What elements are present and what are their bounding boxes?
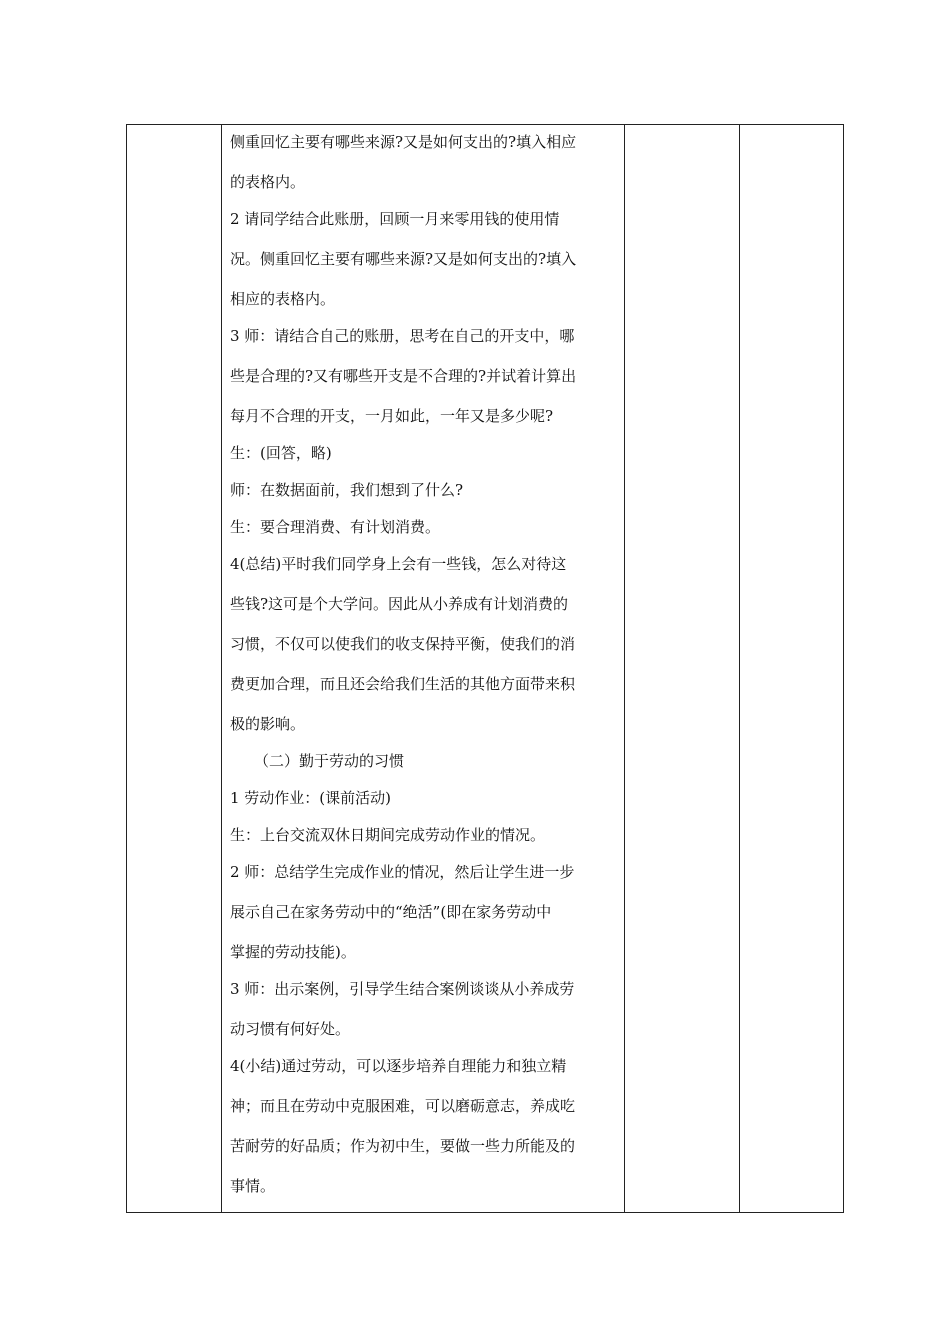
teaching-process-cell xyxy=(222,125,625,1213)
text-line: 掌握的劳动技能)。 xyxy=(230,943,356,961)
text-line: 师：在数据面前，我们想到了什么? xyxy=(230,481,464,499)
section-heading: （二）勤于劳动的习惯 xyxy=(254,752,405,770)
middle-empty-cell xyxy=(625,125,740,1213)
text-line: 每月不合理的开支，一月如此，一年又是多少呢? xyxy=(230,407,554,425)
left-empty-cell xyxy=(127,125,222,1213)
text-line: 1 劳动作业：(课前活动) xyxy=(230,789,392,807)
text-line: 费更加合理，而且还会给我们生活的其他方面带来积 xyxy=(230,675,576,693)
text-line: 些是合理的?又有哪些开支是不合理的?并试着计算出 xyxy=(230,367,577,385)
text-line: 相应的表格内。 xyxy=(230,290,336,308)
text-line: 2 请同学结合此账册，回顾一月来零用钱的使用情 xyxy=(230,210,560,228)
text-line: 苦耐劳的好品质；作为初中生，要做一些力所能及的 xyxy=(230,1137,576,1155)
text-line: 侧重回忆主要有哪些来源?又是如何支出的?填入相应 xyxy=(230,133,577,151)
text-line: 神；而且在劳动中克服困难，可以磨砺意志，养成吃 xyxy=(230,1097,576,1115)
text-line: 些钱?这可是个大学问。因此从小养成有计划消费的 xyxy=(230,595,569,613)
teaching-process-text xyxy=(222,125,624,1200)
text-line: 生：上台交流双休日期间完成劳动作业的情况。 xyxy=(230,826,546,844)
text-line: 生：(回答，略) xyxy=(230,444,332,462)
text-line: 3 师：出示案例，引导学生结合案例谈谈从小养成劳 xyxy=(230,980,575,998)
text-line: 的表格内。 xyxy=(230,173,306,191)
text-line: 生：要合理消费、有计划消费。 xyxy=(230,518,441,536)
text-line: 况。侧重回忆主要有哪些来源?又是如何支出的?填入 xyxy=(230,250,577,268)
text-line: 2 师：总结学生完成作业的情况，然后让学生进一步 xyxy=(230,863,575,881)
table-row xyxy=(127,125,844,1213)
text-line: 4(小结)通过劳动，可以逐步培养自理能力和独立精 xyxy=(230,1057,567,1075)
lesson-plan-table xyxy=(126,124,844,1213)
text-line: 动习惯有何好处。 xyxy=(230,1020,351,1038)
text-line: 4(总结)平时我们同学身上会有一些钱，怎么对待这 xyxy=(230,555,567,573)
text-line: 极的影响。 xyxy=(230,715,306,733)
text-line: 3 师：请结合自己的账册，思考在自己的开支中，哪 xyxy=(230,327,575,345)
text-line: 展示自己在家务劳动中的“绝活”(即在家务劳动中 xyxy=(230,903,552,921)
text-line: 事情。 xyxy=(230,1177,276,1195)
right-empty-cell xyxy=(740,125,844,1213)
text-line: 习惯，不仅可以使我们的收支保持平衡，使我们的消 xyxy=(230,635,576,653)
